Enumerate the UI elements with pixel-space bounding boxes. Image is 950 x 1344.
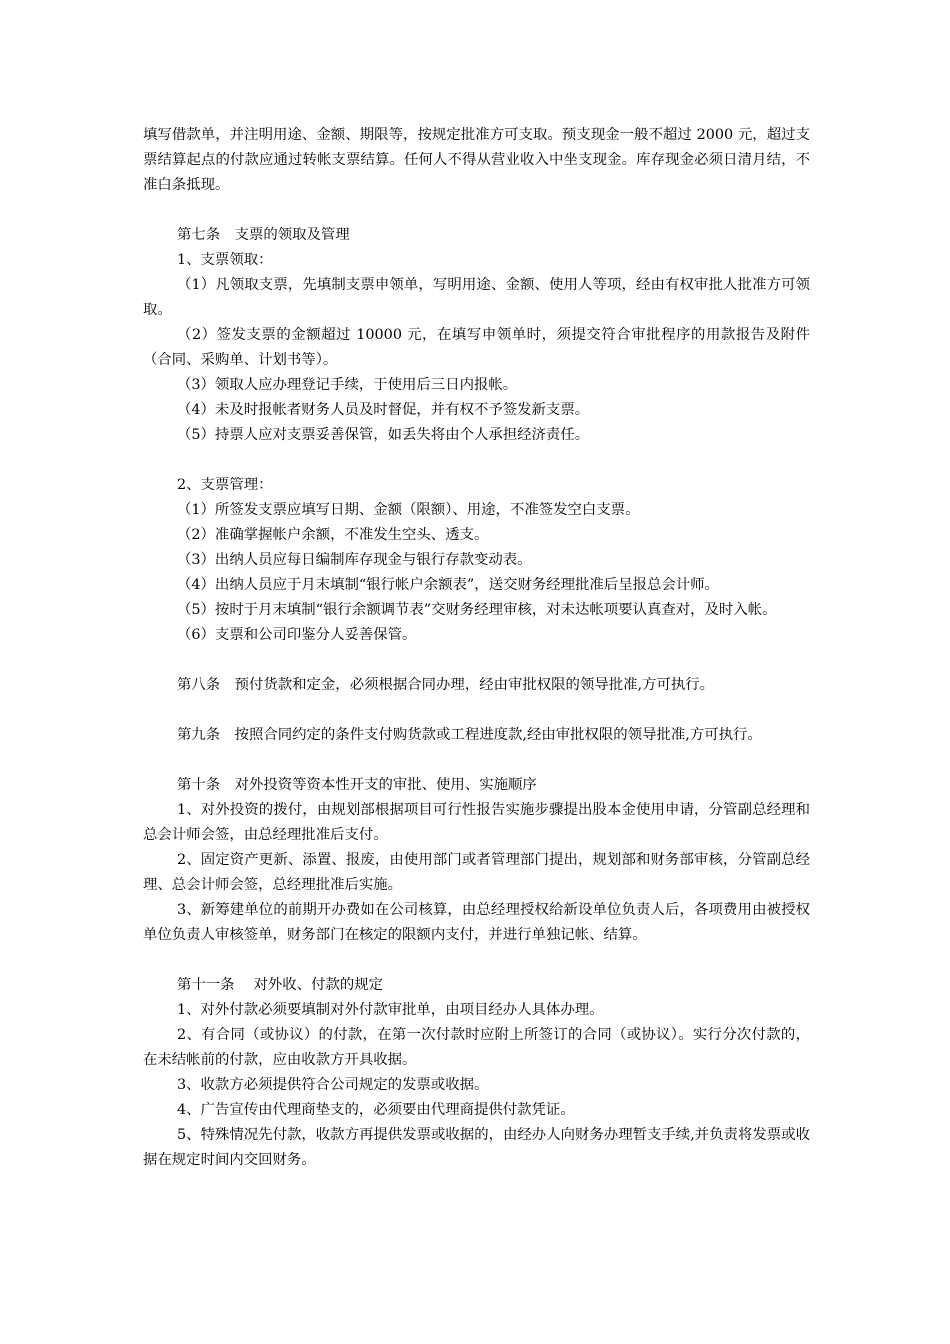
article-10-title: 第十条 对外投资等资本性开支的审批、使用、实施顺序	[177, 777, 537, 793]
article-11-item-1: 1、对外付款必须要填制对外付款审批单，由项目经办人具体办理。	[177, 1002, 604, 1018]
article-11-item-4: 4、广告宣传由代理商垫支的，必须要由代理商提供付款凭证。	[177, 1102, 575, 1118]
paragraph-cash-advance: 填写借款单，并注明用途、金额、期限等，按规定批准方可支取。预支现金一般不超过 2000 元，超过支票结算起点的付款应通过转帐支票结算。任何人不得从营业收入中坐支现金。库存现金必须日清月结，不准白条抵现。	[143, 127, 810, 193]
article-7-section-1-item-3: （3）领取人应办理登记手续，于使用后三日内报帐。	[177, 377, 518, 393]
article-7-section-1-item-4: （4）未及时报帐者财务人员及时督促，并有权不予签发新支票。	[177, 402, 590, 418]
article-8: 第八条 预付货款和定金，必须根据合同办理，经由审批权限的领导批准,方可执行。	[177, 677, 715, 693]
article-11-item-2: 2、有合同（或协议）的付款，在第一次付款时应附上所签订的合同（或协议）。实行分次付款的，在未结帐前的付款，应由收款方开具收据。	[143, 1027, 810, 1068]
article-10-item-1: 1、对外投资的拨付，由规划部根据项目可行性报告实施步骤提出股本金使用申请，分管副总经理和总会计师会签，由总经理批准后支付。	[143, 802, 810, 843]
article-7-section-2-item-6: （6）支票和公司印鉴分人妥善保管。	[177, 627, 417, 643]
article-11-item-5: 5、特殊情况先付款，收款方再提供发票或收据的，由经办人向财务办理暂支手续,并负责将发票或收据在规定时间内交回财务。	[143, 1127, 810, 1168]
article-10-item-3: 3、新筹建单位的前期开办费如在公司核算，由总经理授权给新设单位负责人后，各项费用由被授权单位负责人审核签单，财务部门在核定的限额内支付，并进行单独记帐、结算。	[143, 902, 810, 943]
article-7-section-1-heading: 1、支票领取：	[177, 252, 273, 268]
spacer	[143, 198, 810, 223]
article-7-section-2-item-5: （5）按时于月末填制“银行余额调节表”交财务经理审核，对未达帐项要认真查对，及时入帐。	[177, 602, 777, 618]
article-7-section-2-heading: 2、支票管理：	[177, 477, 273, 493]
article-7-section-2-item-2: （2）准确掌握帐户余额，不准发生空头、透支。	[177, 527, 489, 543]
article-7-section-2-item-3: （3）出纳人员应每日编制库存现金与银行存款变动表。	[177, 552, 532, 568]
article-7-section-1-item-1: （1）凡领取支票，先填制支票申领单，写明用途、金额、使用人等项，经由有权审批人批准方可领取。	[143, 277, 810, 318]
spacer	[143, 698, 810, 723]
article-7-title: 第七条 支票的领取及管理	[177, 227, 350, 243]
article-7-section-2-item-4: （4）出纳人员应于月末填制“银行帐户余额表”，送交财务经理批准后呈报总会计师。	[177, 577, 719, 593]
spacer	[143, 448, 810, 473]
article-7-section-2-item-1: （1）所签发支票应填写日期、金额（限额）、用途，不准签发空白支票。	[177, 502, 640, 518]
article-7-section-1-item-2: （2）签发支票的金额超过 10000 元，在填写申领单时，须提交符合审批程序的用款报告及附件（合同、采购单、计划书等）。	[143, 327, 810, 368]
spacer	[143, 948, 810, 973]
article-11-item-3: 3、收款方必须提供符合公司规定的发票或收据。	[177, 1077, 489, 1093]
spacer	[143, 648, 810, 673]
article-7-section-1-item-5: （5）持票人应对支票妥善保管，如丢失将由个人承担经济责任。	[177, 427, 590, 443]
article-9: 第九条 按照合同约定的条件支付购货款或工程进度款,经由审批权限的领导批准,方可执行。	[177, 727, 762, 743]
article-10-item-2: 2、固定资产更新、添置、报废，由使用部门或者管理部门提出，规划部和财务部审核，分管副总经理、总会计师会签，总经理批准后实施。	[143, 852, 810, 893]
article-11-title: 第十一条 对外收、付款的规定	[177, 977, 384, 993]
spacer	[143, 748, 810, 773]
